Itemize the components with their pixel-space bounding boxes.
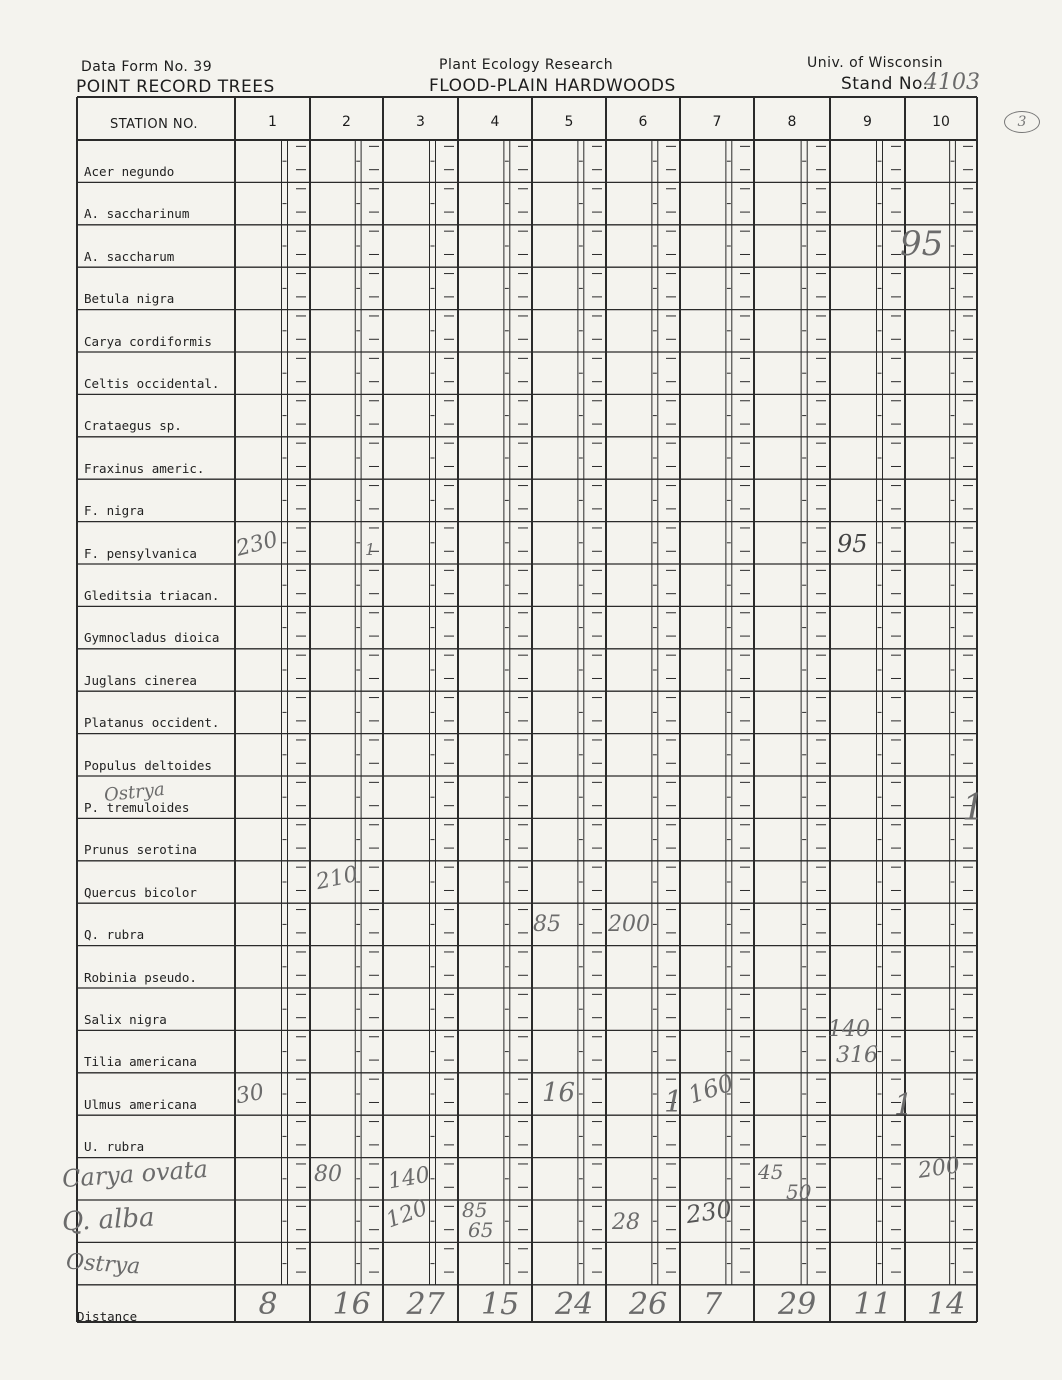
station-header-7: 7 [712,114,722,130]
species-label: Prunus serotina [84,842,197,858]
organization: Plant Ecology Research [439,57,614,73]
entry-f-pens-2: 1 [365,540,376,559]
station-header-3: 3 [416,114,425,130]
station-header-4: 4 [490,114,500,130]
community-title: FLOOD-PLAIN HARDWOODS [429,76,676,96]
entry-ulmus-9: 1 [894,1088,914,1123]
station-header-5: 5 [564,114,574,130]
species-label: Quercus bicolor [84,884,197,900]
distance-label: Distance [77,1309,138,1324]
species-label: F. nigra [84,503,145,519]
handwritten-species-ostrya: Ostrya [65,1249,142,1280]
distance-value-6: 26 [629,1286,668,1322]
entry-qalba-6: 28 [612,1210,640,1235]
species-label: Gymnocladus dioica [84,630,220,646]
distance-value-2: 16 [332,1286,371,1322]
stand-number: 4103 [924,70,980,95]
entry-qalba-4b: 65 [468,1218,494,1242]
species-label: Gleditsia triacan. [84,588,220,603]
handwritten-species-q-alba: Q. alba [61,1202,156,1238]
entry-ulmus-6: 1 [664,1085,684,1120]
stand-label: Stand No. [841,74,929,94]
species-label: P. tremuloides [84,800,190,815]
distance-value-3: 27 [406,1286,445,1322]
species-label: Betula nigra [84,291,175,307]
species-label: Platanus occident. [84,715,220,731]
entry-tilia-9b: 316 [836,1043,878,1068]
species-label: Robinia pseudo. [84,969,197,985]
station-header-8: 8 [787,114,797,130]
entry-tilia-9a: 140 [828,1017,870,1042]
distance-value-5: 24 [555,1286,594,1322]
handwritten-ostrya-overwrite: Ostrya [103,778,166,807]
entry-carya-8b: 50 [786,1180,812,1204]
species-label: Ulmus americana [84,1096,197,1112]
entry-ulmus-7: 160 [684,1068,738,1110]
entry-q-rubra-5: 85 [533,912,561,937]
species-label: U. rubra [84,1139,145,1155]
university: Univ. of Wisconsin [807,55,943,71]
species-label: Salix nigra [84,1012,167,1027]
entry-carya-3: 140 [386,1162,432,1195]
entry-q-bicolor-2: 210 [313,861,361,896]
species-label: Juglans cinerea [84,672,197,688]
station-number-label: STATION NO. [110,117,198,132]
form-number: Data Form No. 39 [81,59,213,75]
entry-q-rubra-6: 200 [608,912,650,937]
entry-qalba-4a: 85 [462,1198,488,1222]
distance-value-9: 11 [853,1286,892,1322]
species-label: Carya cordiformis [84,333,212,349]
species-label: F. pensylvanica [84,545,197,561]
entry-f-pens-9: 95 [837,530,868,558]
station-header-9: 9 [863,114,872,130]
station-header-10: 10 [932,114,950,130]
circled-mark: 3 [1004,111,1040,133]
distance-value-7: 7 [703,1286,723,1322]
species-label: Populus deltoides [84,757,212,773]
species-label: A. saccharinum [84,206,190,222]
station-header-1: 1 [268,114,277,130]
entry-p-trem-10: 1 [962,788,985,829]
species-label: Tilia americana [84,1054,197,1070]
distance-value-1: 8 [258,1286,278,1322]
distance-value-10: 14 [927,1286,966,1322]
entry-carya-10: 200 [916,1153,962,1184]
entry-qalba-3: 120 [382,1195,432,1234]
station-header-6: 6 [638,114,648,130]
entry-ulmus-1: 30 [234,1079,266,1110]
species-label: A. saccharum [84,248,175,264]
distance-value-4: 15 [481,1286,520,1322]
entry-qalba-7: 230 [684,1194,734,1230]
distance-value-8: 29 [778,1286,817,1322]
entry-carya-2: 80 [314,1162,342,1187]
station-header-2: 2 [342,114,351,130]
entry-a-saccharum-10: 95 [900,224,944,264]
species-label: Acer negundo [84,164,175,179]
entry-carya-8a: 45 [758,1160,784,1184]
form-title: POINT RECORD TREES [76,77,275,97]
species-label: Celtis occidental. [84,376,220,391]
species-label: Fraxinus americ. [84,460,205,476]
species-label: Q. rubra [84,927,145,943]
handwritten-species-carya-ovata: Carya ovata [61,1154,209,1194]
entry-f-pens-1: 230 [233,527,281,562]
entry-ulmus-5: 16 [542,1078,576,1108]
species-label: Crataegus sp. [84,418,182,434]
